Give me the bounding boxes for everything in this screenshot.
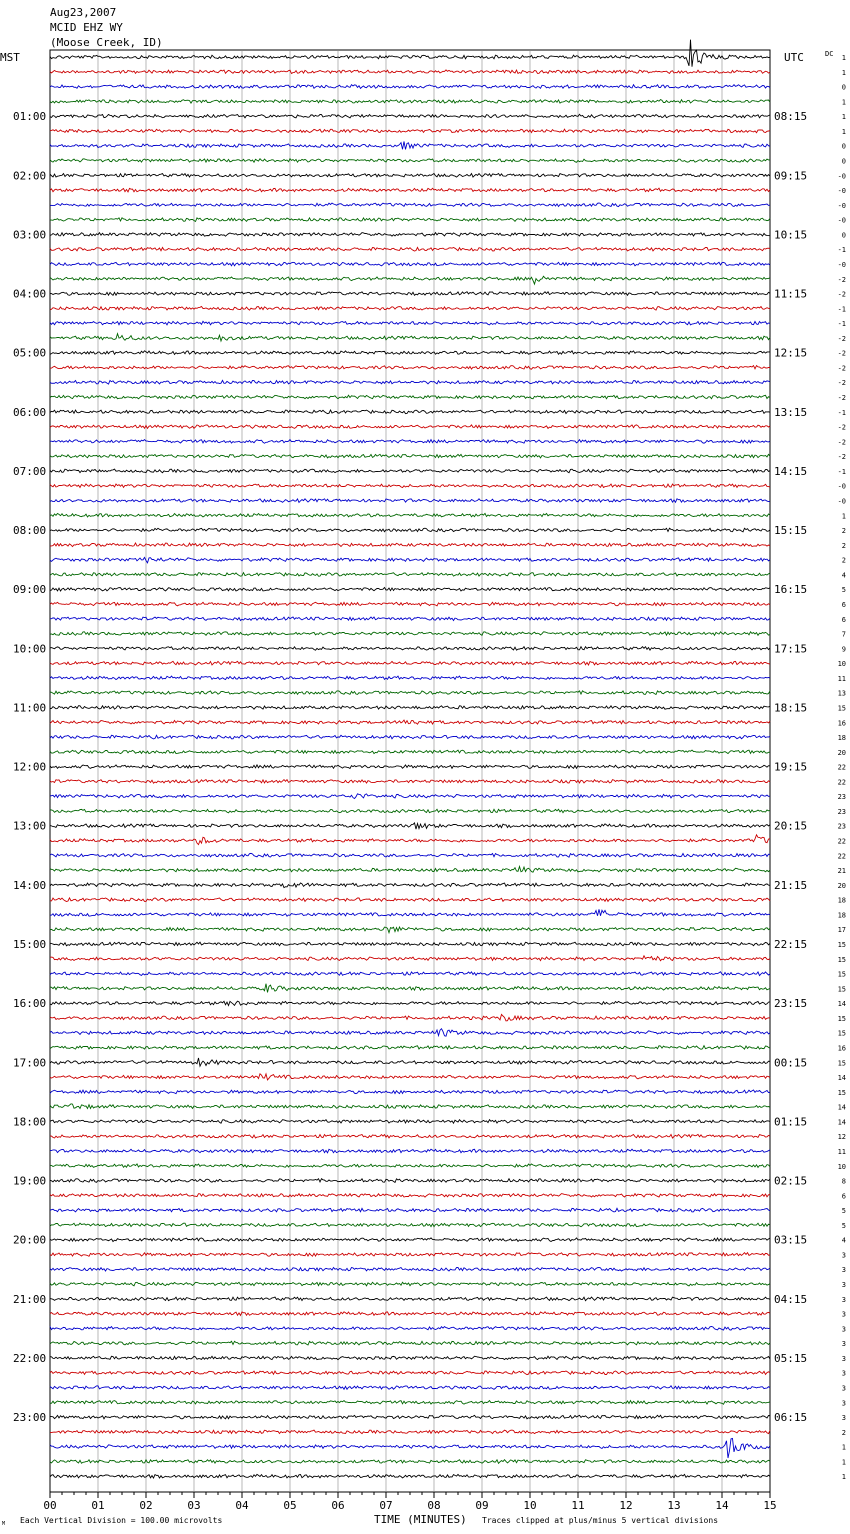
- x-tick-label: 07: [379, 1499, 393, 1512]
- right-hour-label: 02:15: [774, 1174, 808, 1188]
- trace-86: [50, 1327, 770, 1331]
- dc-offset-label: 15: [837, 985, 846, 994]
- left-hour-label: 04:00: [13, 287, 47, 301]
- dc-offset-label: 3: [841, 1281, 846, 1290]
- trace-59: [50, 927, 770, 933]
- dc-offset-label: -2: [837, 334, 846, 343]
- dc-offset-label: 2: [841, 556, 846, 565]
- trace-9: [50, 188, 770, 192]
- trace-32: [50, 528, 770, 532]
- trace-53: [50, 835, 770, 845]
- dc-offset-label: 6: [841, 600, 846, 609]
- trace-12: [50, 233, 770, 237]
- trace-10: [50, 203, 770, 207]
- trace-8: [50, 174, 770, 178]
- right-hour-label: 13:15: [774, 405, 808, 419]
- trace-57: [50, 898, 770, 902]
- dc-offset-label: 4: [841, 571, 846, 580]
- dc-offset-label: -2: [837, 290, 846, 299]
- dc-offset-label: 3: [841, 1325, 846, 1334]
- trace-91: [50, 1401, 770, 1405]
- trace-70: [50, 1090, 770, 1094]
- trace-90: [50, 1386, 770, 1390]
- dc-offset-label: 8: [841, 1177, 846, 1186]
- dc-offset-label: 1: [841, 1458, 846, 1467]
- trace-82: [50, 1268, 770, 1272]
- right-hour-label: 14:15: [774, 464, 808, 478]
- dc-offset-label: -2: [837, 438, 846, 447]
- dc-offset-label: 1: [841, 98, 846, 107]
- left-hour-label: 12:00: [13, 760, 47, 774]
- right-hour-label: 01:15: [774, 1115, 808, 1129]
- dc-offset-label: 7: [841, 630, 846, 639]
- x-tick-label: 14: [715, 1499, 729, 1512]
- dc-offset-label: 3: [841, 1369, 846, 1378]
- dc-offset-label: 3: [841, 1340, 846, 1349]
- trace-44: [50, 706, 770, 710]
- left-hour-label: 16:00: [13, 997, 47, 1011]
- trace-62: [50, 972, 770, 976]
- header-location: (Moose Creek, ID): [50, 36, 163, 49]
- footer-scale-note: Each Vertical Division = 100.00 microvolts: [20, 1516, 223, 1525]
- right-hour-label: 17:15: [774, 642, 808, 656]
- left-hour-label: 22:00: [13, 1351, 47, 1365]
- left-hour-label: 01:00: [13, 110, 47, 124]
- dc-offset-label: 1: [841, 1473, 846, 1482]
- trace-48: [50, 765, 770, 769]
- trace-51: [50, 809, 770, 813]
- dc-offset-label: -1: [837, 467, 846, 476]
- right-hour-label: 22:15: [774, 938, 808, 952]
- dc-offset-label: 3: [841, 1414, 846, 1423]
- trace-20: [50, 351, 770, 355]
- left-hour-label: 10:00: [13, 642, 47, 656]
- dc-offset-label: 3: [841, 1310, 846, 1319]
- right-hour-label: 00:15: [774, 1056, 808, 1070]
- trace-56: [50, 883, 770, 888]
- dc-offset-label: 0: [841, 157, 846, 166]
- trace-27: [50, 454, 770, 458]
- trace-29: [50, 484, 770, 488]
- dc-offset-label: 15: [837, 1059, 846, 1068]
- dc-offset-label: -1: [837, 408, 846, 417]
- dc-offset-label: 5: [841, 1207, 846, 1216]
- dc-offset-label: 14: [837, 1000, 846, 1009]
- trace-79: [50, 1223, 770, 1227]
- dc-offset-label: 2: [841, 1428, 846, 1437]
- dc-offset-label: 14: [837, 1118, 846, 1127]
- trace-92: [50, 1415, 770, 1419]
- trace-26: [50, 440, 770, 444]
- dc-offset-label: 18: [837, 896, 846, 905]
- trace-3: [50, 100, 770, 104]
- left-hour-label: 13:00: [13, 819, 47, 833]
- left-hour-label: 07:00: [13, 464, 47, 478]
- trace-67: [50, 1046, 770, 1050]
- trace-16: [50, 292, 770, 296]
- left-hour-label: 02:00: [13, 169, 47, 183]
- time-gridlines: [50, 50, 770, 1492]
- dc-offset-label: 20: [837, 881, 846, 890]
- trace-61: [50, 956, 770, 961]
- dc-offset-label: -0: [837, 172, 846, 181]
- trace-58: [50, 909, 770, 916]
- footer-clip-note: Traces clipped at plus/minus 5 vertical divisions: [482, 1516, 719, 1525]
- trace-78: [50, 1208, 770, 1212]
- dc-offset-label: -0: [837, 216, 846, 225]
- dc-offset-label: -2: [837, 453, 846, 462]
- dc-offset-column: [838, 54, 846, 1481]
- dc-offset-label: -0: [837, 201, 846, 210]
- trace-37: [50, 602, 770, 606]
- trace-49: [50, 780, 770, 784]
- right-hour-label: 05:15: [774, 1351, 808, 1365]
- dc-offset-label: -2: [837, 379, 846, 388]
- dc-offset-label: 3: [841, 1295, 846, 1304]
- dc-offset-label: -2: [837, 364, 846, 373]
- dc-offset-label: 3: [841, 1251, 846, 1260]
- trace-43: [50, 691, 770, 695]
- dc-offset-label: 2: [841, 541, 846, 550]
- trace-36: [50, 588, 770, 592]
- left-hour-label: 06:00: [13, 405, 47, 419]
- dc-offset-label: 6: [841, 1192, 846, 1201]
- trace-74: [50, 1149, 770, 1153]
- footer-corner-mark: M: [2, 1521, 6, 1527]
- header-station: MCID EHZ WY: [50, 21, 123, 34]
- dc-offset-label: 1: [841, 1443, 846, 1452]
- trace-22: [50, 380, 770, 384]
- dc-offset-label: 15: [837, 1029, 846, 1038]
- trace-69: [50, 1074, 770, 1080]
- left-hour-label: 21:00: [13, 1292, 47, 1306]
- dc-offset-label: 13: [837, 689, 846, 698]
- trace-35: [50, 573, 770, 577]
- dc-offset-label: 3: [841, 1399, 846, 1408]
- trace-24: [50, 410, 770, 414]
- trace-30: [50, 499, 770, 503]
- trace-17: [50, 307, 770, 311]
- plot-frame: [50, 50, 770, 1492]
- left-hour-label: 23:00: [13, 1411, 47, 1425]
- left-hour-label: 11:00: [13, 701, 47, 715]
- dc-offset-label: 0: [841, 231, 846, 240]
- trace-41: [50, 661, 770, 665]
- trace-46: [50, 735, 770, 739]
- x-tick-label: 13: [667, 1499, 681, 1512]
- dc-offset-label: 14: [837, 1103, 846, 1112]
- trace-95: [50, 1460, 770, 1464]
- right-hour-label: 19:15: [774, 760, 808, 774]
- x-tick-label: 12: [619, 1499, 633, 1512]
- trace-11: [50, 218, 770, 222]
- trace-64: [50, 1001, 770, 1005]
- x-tick-label: 15: [763, 1499, 777, 1512]
- trace-39: [50, 632, 770, 636]
- dc-offset-label: 16: [837, 719, 846, 728]
- left-hour-label: 19:00: [13, 1174, 47, 1188]
- right-hour-label: 15:15: [774, 524, 808, 538]
- right-hour-label: 23:15: [774, 997, 808, 1011]
- dc-offset-label: 21: [837, 867, 846, 876]
- dc-offset-label: 11: [837, 1147, 846, 1156]
- dc-offset-label: 20: [837, 748, 846, 757]
- right-hour-label: 03:15: [774, 1233, 808, 1247]
- left-hour-label: 03:00: [13, 228, 47, 242]
- trace-6: [50, 142, 770, 150]
- trace-94: [50, 1439, 770, 1459]
- dc-offset-label: 15: [837, 941, 846, 950]
- dc-offset-label: 15: [837, 955, 846, 964]
- trace-76: [50, 1179, 770, 1183]
- dc-offset-label: 1: [841, 512, 846, 521]
- dc-offset-label: 10: [837, 1162, 846, 1171]
- dc-offset-label: -1: [837, 246, 846, 255]
- trace-47: [50, 750, 770, 754]
- trace-77: [50, 1194, 770, 1198]
- dc-offset-label: 3: [841, 1266, 846, 1275]
- trace-7: [50, 159, 770, 163]
- dc-offset-label: 23: [837, 807, 846, 816]
- dc-offset-label: 10: [837, 660, 846, 669]
- dc-offset-label: -2: [837, 394, 846, 403]
- right-hour-label: 11:15: [774, 287, 808, 301]
- header-date: Aug23,2007: [50, 6, 117, 19]
- right-hour-label: 16:15: [774, 583, 808, 597]
- trace-25: [50, 425, 770, 429]
- dc-offset-label: 2: [841, 527, 846, 536]
- x-tick-label: 11: [571, 1499, 585, 1512]
- dc-offset-label: 12: [837, 1133, 846, 1142]
- dc-offset-label: 16: [837, 1044, 846, 1053]
- trace-23: [50, 395, 770, 399]
- trace-71: [50, 1104, 770, 1109]
- dc-offset-label: 1: [841, 68, 846, 77]
- trace-40: [50, 647, 770, 651]
- dc-offset-label: 6: [841, 615, 846, 624]
- trace-19: [50, 334, 770, 341]
- trace-31: [50, 513, 770, 517]
- trace-84: [50, 1297, 770, 1301]
- trace-5: [50, 129, 770, 133]
- right-hour-label: 06:15: [774, 1411, 808, 1425]
- trace-63: [50, 984, 770, 993]
- right-hour-label: 09:15: [774, 169, 808, 183]
- right-hour-label: 18:15: [774, 701, 808, 715]
- trace-81: [50, 1253, 770, 1257]
- trace-34: [50, 557, 770, 562]
- right-hour-label: 12:15: [774, 346, 808, 360]
- trace-38: [50, 617, 770, 621]
- left-hour-label: 09:00: [13, 583, 47, 597]
- x-tick-label: 03: [187, 1499, 201, 1512]
- trace-85: [50, 1312, 770, 1316]
- left-hour-labels: [13, 110, 46, 1424]
- trace-28: [50, 469, 770, 473]
- dc-offset-label: 23: [837, 822, 846, 831]
- trace-80: [50, 1238, 770, 1242]
- trace-73: [50, 1134, 770, 1138]
- trace-1: [50, 70, 770, 74]
- right-hour-labels: [774, 110, 807, 1424]
- dc-offset-label: 3: [841, 1384, 846, 1393]
- dc-offset-label: 23: [837, 793, 846, 802]
- dc-offset-label: 1: [841, 127, 846, 136]
- x-tick-label: 09: [475, 1499, 489, 1512]
- x-tick-label: 10: [523, 1499, 537, 1512]
- trace-72: [50, 1120, 770, 1124]
- left-hour-label: 18:00: [13, 1115, 47, 1129]
- trace-15: [50, 276, 770, 284]
- trace-33: [50, 543, 770, 547]
- trace-96: [50, 1474, 770, 1478]
- dc-offset-label: 17: [837, 926, 846, 935]
- dc-offset-label: 15: [837, 704, 846, 713]
- x-axis-title: TIME (MINUTES): [374, 1513, 467, 1526]
- trace-60: [50, 942, 770, 946]
- right-hour-label: 08:15: [774, 110, 808, 124]
- left-hour-label: 20:00: [13, 1233, 47, 1247]
- dc-offset-label: 1: [841, 54, 846, 62]
- trace-88: [50, 1356, 770, 1360]
- x-axis: [43, 1492, 776, 1512]
- dc-offset-label: -2: [837, 275, 846, 284]
- dc-offset-label: 1: [841, 113, 846, 122]
- dc-offset-label: -0: [837, 187, 846, 196]
- trace-2: [50, 85, 770, 89]
- left-hour-label: 05:00: [13, 346, 47, 360]
- trace-83: [50, 1282, 770, 1286]
- trace-42: [50, 676, 770, 680]
- dc-offset-label: 9: [841, 645, 846, 654]
- dc-offset-label: -1: [837, 320, 846, 329]
- x-tick-label: 05: [283, 1499, 297, 1512]
- trace-52: [50, 823, 770, 829]
- trace-68: [50, 1058, 770, 1066]
- dc-offset-label: 22: [837, 852, 846, 861]
- dc-offset-label: 15: [837, 1088, 846, 1097]
- x-tick-label: 04: [235, 1499, 249, 1512]
- dc-offset-label: -2: [837, 349, 846, 358]
- right-hour-label: 04:15: [774, 1292, 808, 1306]
- trace-50: [50, 794, 770, 799]
- trace-21: [50, 366, 770, 370]
- dc-offset-label: 15: [837, 970, 846, 979]
- dc-offset-label: 22: [837, 778, 846, 787]
- dc-offset-label: 0: [841, 142, 846, 151]
- dc-offset-label: 0: [841, 83, 846, 92]
- dc-offset-label: -1: [837, 305, 846, 314]
- right-hour-label: 10:15: [774, 228, 808, 242]
- dc-offset-label: 18: [837, 911, 846, 920]
- trace-87: [50, 1341, 770, 1345]
- left-hour-label: 17:00: [13, 1056, 47, 1070]
- trace-89: [50, 1371, 770, 1375]
- trace-45: [50, 720, 770, 724]
- dc-offset-label: 5: [841, 586, 846, 595]
- seismic-traces: [50, 40, 770, 1478]
- dc-offset-label: -0: [837, 482, 846, 491]
- dc-offset-label: 3: [841, 1354, 846, 1363]
- right-timezone-label: UTC: [784, 51, 804, 64]
- x-tick-label: 00: [43, 1499, 57, 1512]
- left-hour-label: 15:00: [13, 938, 47, 952]
- trace-54: [50, 853, 770, 857]
- left-timezone-label: MST: [0, 51, 20, 64]
- header-block: [50, 6, 163, 49]
- dc-offset-label: -0: [837, 497, 846, 506]
- dc-offset-label: 14: [837, 1074, 846, 1083]
- dc-header-label: DC: [825, 50, 834, 58]
- dc-offset-label: 5: [841, 1221, 846, 1230]
- trace-18: [50, 321, 770, 325]
- trace-93: [50, 1430, 770, 1434]
- trace-66: [50, 1029, 770, 1037]
- right-hour-label: 21:15: [774, 878, 808, 892]
- x-tick-label: 06: [331, 1499, 345, 1512]
- dc-offset-label: 15: [837, 1014, 846, 1023]
- left-hour-label: 14:00: [13, 878, 47, 892]
- trace-55: [50, 867, 770, 873]
- dc-offset-label: -2: [837, 423, 846, 432]
- dc-offset-label: 11: [837, 674, 846, 683]
- dc-offset-label: 18: [837, 734, 846, 743]
- dc-offset-label: 22: [837, 837, 846, 846]
- dc-offset-label: 4: [841, 1236, 846, 1245]
- trace-13: [50, 247, 770, 251]
- trace-4: [50, 114, 770, 118]
- trace-14: [50, 262, 770, 266]
- x-tick-label: 08: [427, 1499, 441, 1512]
- trace-65: [50, 1014, 770, 1021]
- trace-75: [50, 1164, 770, 1168]
- right-hour-label: 20:15: [774, 819, 808, 833]
- x-tick-label: 02: [139, 1499, 153, 1512]
- x-tick-label: 01: [91, 1499, 105, 1512]
- dc-offset-label: -0: [837, 260, 846, 269]
- left-hour-label: 08:00: [13, 524, 47, 538]
- dc-offset-label: 22: [837, 763, 846, 772]
